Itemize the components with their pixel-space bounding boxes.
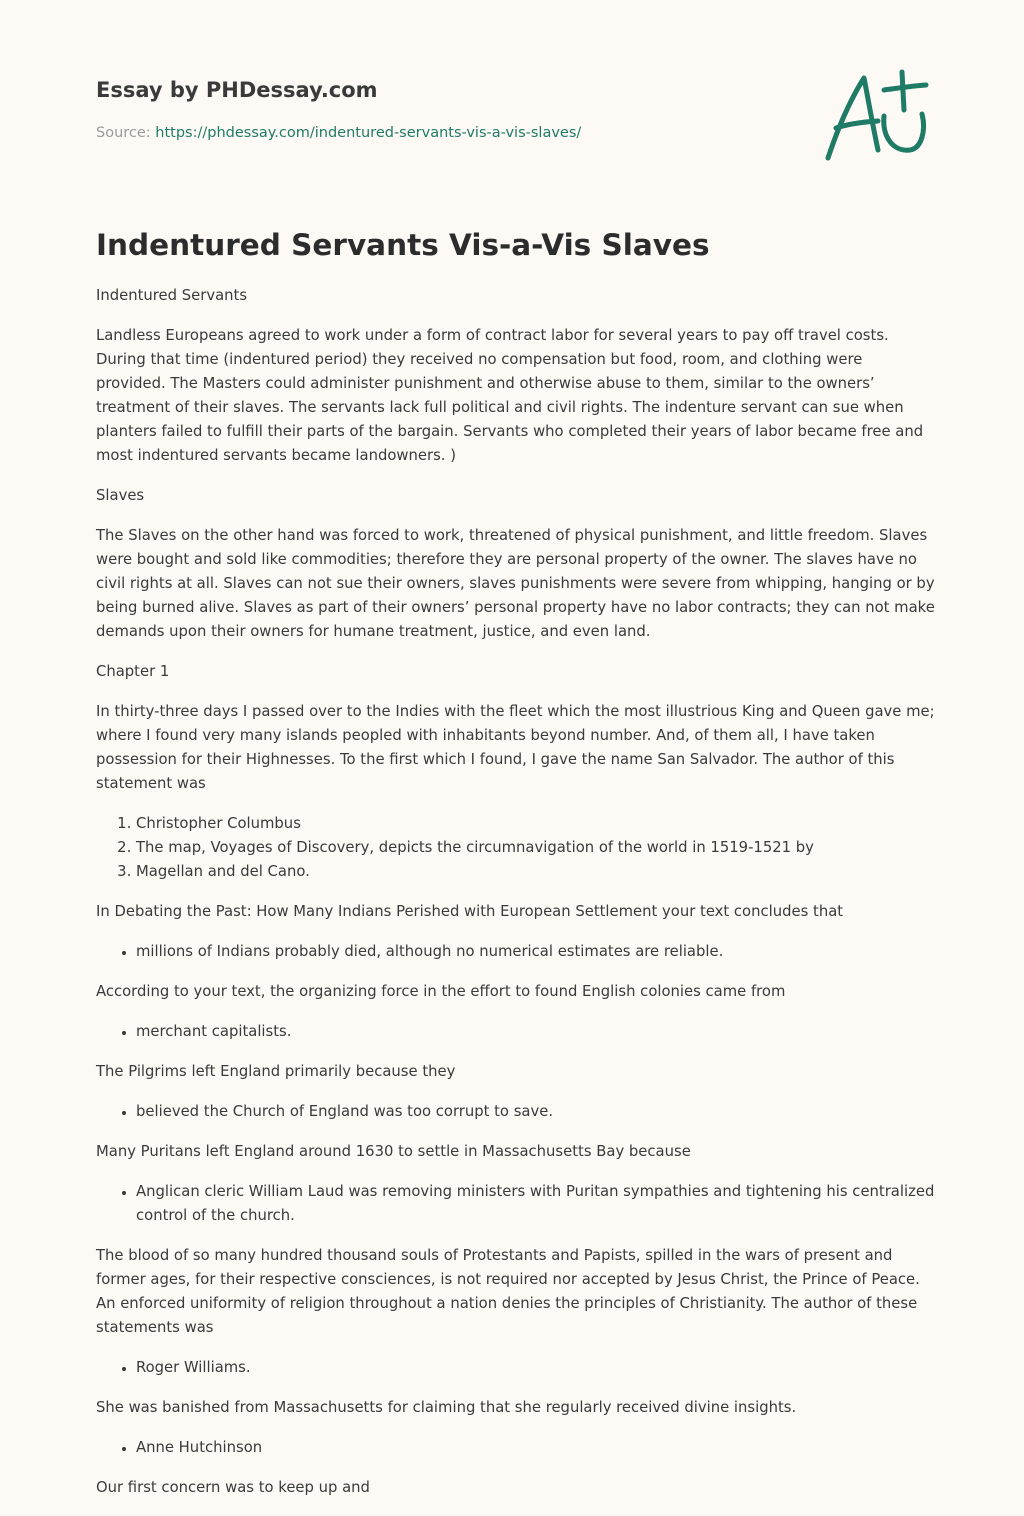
list-item: • merchant capitalists. bbox=[136, 1020, 936, 1044]
question-pilgrims: The Pilgrims left England primarily because they bbox=[96, 1063, 456, 1080]
source-label: Source: bbox=[96, 125, 156, 141]
paragraph-columbus-quote: In thirty-three days I passed over to the Indies with the fleet which the most illustrious King and Queen gave me; where I found very many islands peopled with inhabitants beyond number. And, of them all, I have taken possession for their Highnesses. To the first which I found, I gave the name San Salvador. The author of this statement was bbox=[96, 703, 935, 792]
paragraph-indentured-servants: Landless Europeans agreed to work under a form of contract labor for several years to pay off travel costs. During that time (indentured period) they received no compensation but food, room, and clothing were provided. The Masters could administer punishment and otherwise abuse to them, similar to the owners’ treatment of their slaves. The servants lack full political and civil rights. The indenture servant can sue when planters failed to fulfill their parts of the bargain. Servants who completed their years of labor became free and most indentured servants became landowners. ) bbox=[96, 327, 924, 464]
question-roger-williams: The blood of so many hundred thousand souls of Protestants and Papists, spilled in the wars of present and former ages, for their respective consciences, is not required nor accepted by Jesus Christ, the Prince of Peace. An enforced uniformity of religion throughout a nation denies the principles of Christianity. The author of these statements was bbox=[96, 1247, 920, 1336]
numbered-list bbox=[96, 812, 936, 884]
bullet-list bbox=[96, 1356, 936, 1380]
a-plus-logo-icon bbox=[818, 66, 932, 166]
list-item: • Anne Hutchinson bbox=[136, 1436, 936, 1460]
question-hutchinson: She was banished from Massachusetts for claiming that she regularly received divine insights. bbox=[96, 1399, 797, 1416]
essay-content bbox=[96, 284, 936, 1516]
bullet-list bbox=[96, 1100, 936, 1124]
question-colonies: According to your text, the organizing force in the effort to found English colonies came from bbox=[96, 983, 786, 1000]
paragraph-last: Our first concern was to keep up and bbox=[96, 1479, 370, 1496]
list-item: • Roger Williams. bbox=[136, 1356, 936, 1380]
source-link[interactable]: https://phdessay.com/indentured-servants-vis-a-vis-slaves/ bbox=[155, 125, 582, 141]
heading-chapter-1: Chapter 1 bbox=[96, 663, 170, 680]
paragraph-slaves: The Slaves on the other hand was forced to work, threatened of physical punishment, and little freedom. Slaves were bought and sold like commodities; therefore they are personal property of the owner. The slaves have no civil rights at all. Slaves can not sue their owners, slaves punishments were severe from whipping, hanging or by being burned alive. Slaves as part of their owners’ personal property have no labor contracts; they can not make demands upon their owners for humane treatment, justice, and even land. bbox=[96, 527, 935, 640]
bullet-list bbox=[96, 1436, 936, 1460]
bullet-list bbox=[96, 940, 936, 964]
essay-title: Indentured Servants Vis-a-Vis Slaves bbox=[96, 228, 710, 262]
list-item: • millions of Indians probably died, although no numerical estimates are reliable. bbox=[136, 940, 936, 964]
heading-slaves: Slaves bbox=[96, 487, 145, 504]
bullet-list bbox=[96, 1180, 936, 1228]
list-item: • believed the Church of England was too corrupt to save. bbox=[136, 1100, 936, 1124]
list-item: • Anglican cleric William Laud was removing ministers with Puritan sympathies and tightening his centralized control of the church. bbox=[136, 1180, 936, 1228]
brand-title: Essay by PHDessay.com bbox=[96, 78, 378, 102]
list-item: 3. Magellan and del Cano. bbox=[136, 860, 936, 884]
list-item: 2. The map, Voyages of Discovery, depicts the circumnavigation of the world in 1519-1521 by bbox=[136, 836, 936, 860]
question-indians: In Debating the Past: How Many Indians Perished with European Settlement your text concludes that bbox=[96, 903, 844, 920]
list-item: 1. Christopher Columbus bbox=[136, 812, 936, 836]
heading-indentured-servants: Indentured Servants bbox=[96, 287, 248, 304]
question-puritans: Many Puritans left England around 1630 to settle in Massachusetts Bay because bbox=[96, 1143, 691, 1160]
source-line bbox=[96, 122, 581, 144]
bullet-list bbox=[96, 1020, 936, 1044]
